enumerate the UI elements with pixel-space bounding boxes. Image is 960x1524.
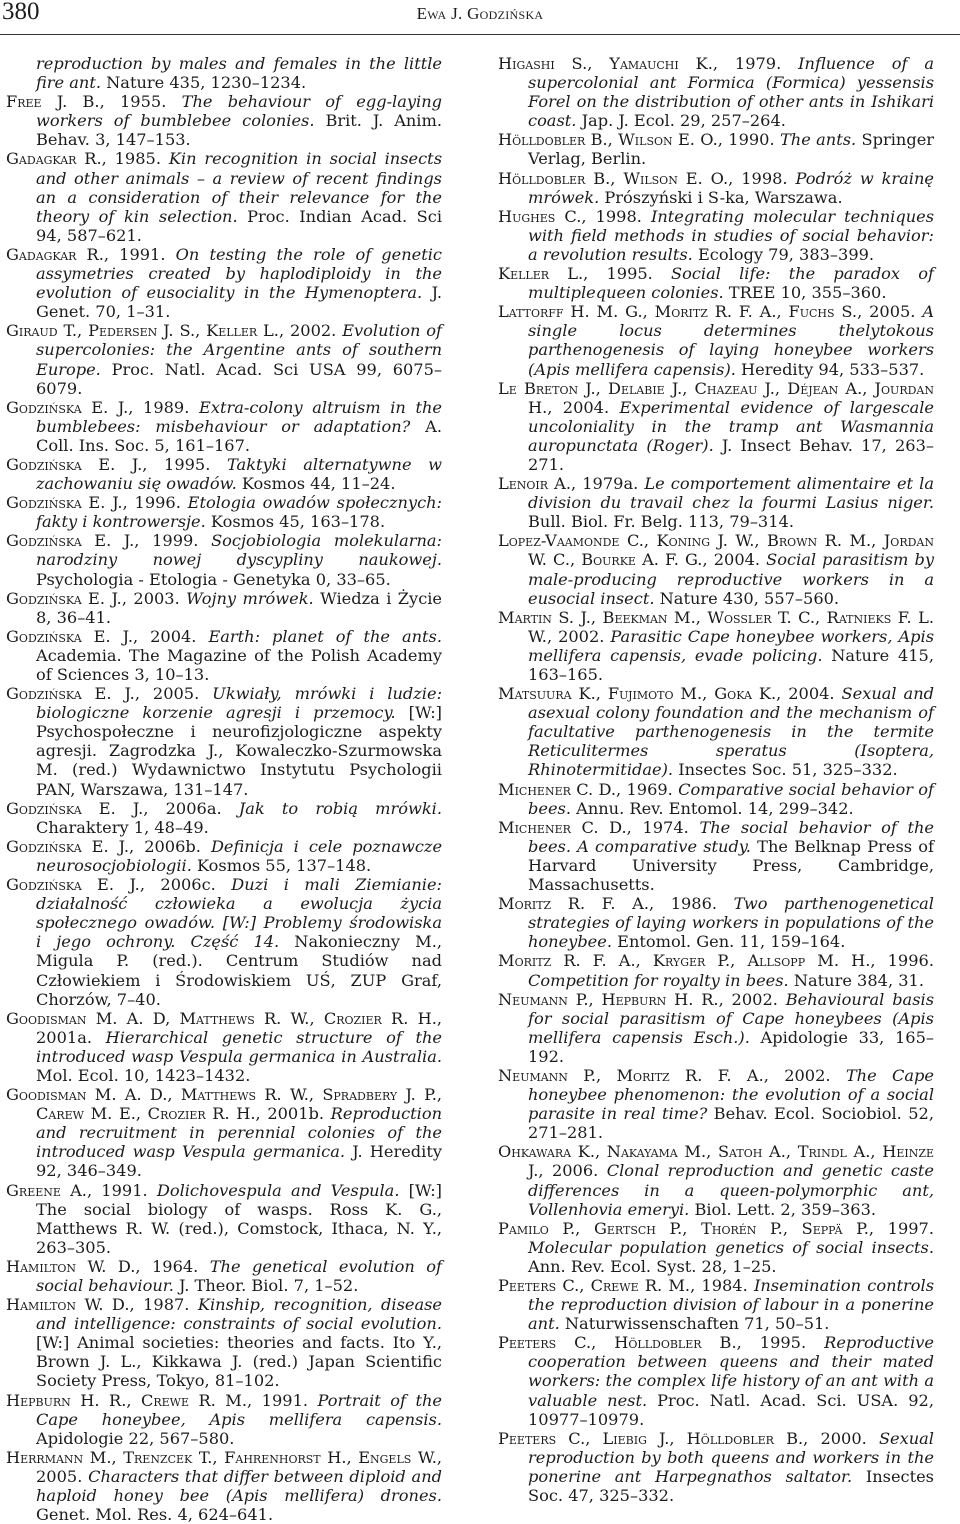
reference-entry [498, 302, 934, 378]
reference-year: , 2005. [36, 1447, 442, 1486]
reference-year: , 2003. [121, 588, 187, 608]
reference-title: Le comportement alimentaire et la division du travail chez la fourmi Lasius niger. [528, 474, 934, 513]
reference-source: Apidologie 22, 567–580. [36, 1428, 235, 1448]
reference-source: Behav. Ecol. Sociobiol. 52, 271–281. [528, 1104, 934, 1143]
reference-year: , 2002. [278, 321, 343, 341]
left-reference-column [6, 54, 442, 1524]
reference-title: Social life: the paradox of multiplequeen colonies. [528, 264, 934, 303]
reference-year: , 2004. [702, 550, 767, 570]
reference-source: Annu. Rev. Entomol. 14, 299–342. [570, 798, 854, 818]
reference-entry [6, 1009, 442, 1085]
reference-year: , 2001a. [36, 1008, 442, 1047]
reference-entry [498, 1219, 934, 1276]
reference-authors: Neumann P., Moritz R. F. A. [498, 1065, 764, 1085]
reference-title: Molecular population genetics of social insects. [528, 1237, 934, 1257]
reference-authors: Hughes C. [498, 206, 582, 226]
reference-authors: Giraud T., Pedersen J. S., Keller L. [6, 321, 279, 341]
reference-authors: Moritz R. F. A., Kryger P., Allsopp M. H. [498, 951, 871, 971]
reference-source: Biol. Lett. 2, 359–363. [689, 1199, 877, 1219]
reference-title: Social parasitism by male-producing reproductive workers in a eusocial insect. [528, 550, 935, 608]
reference-year: , 1991. [86, 1180, 157, 1200]
reference-entry [6, 1181, 442, 1257]
reference-title: Parasitic Cape honeybee workers, Apis mellifera capensis, evade policing. [528, 626, 934, 665]
reference-source: Prószyński i S-ka, Warszawa. [599, 187, 843, 207]
reference-authors: Lopez-Vaamonde C., Koning J. W., Brown R. M., Jordan W. C., Bourke A. F. G. [498, 531, 934, 570]
reference-year: , 1991. [103, 244, 176, 264]
reference-source: J. Insect Behav. 17, 263–271. [528, 435, 934, 474]
reference-entry [6, 245, 442, 321]
reference-entry [498, 207, 934, 264]
reference-source: Psychologia - Etologia - Genetyka 0, 33–65. [36, 569, 391, 589]
reference-source: Kosmos 45, 163–178. [205, 512, 386, 532]
reference-title: On testing the role of genetic assymetries created by haplodiploidy in the evolution of eusociality in the Hymenoptera. [36, 244, 443, 303]
reference-year: , 1955. [99, 92, 182, 112]
reference-entry [6, 321, 442, 397]
reference-entry [6, 684, 442, 799]
reference-title: Competition for royalty in bees. [528, 970, 789, 990]
reference-year: , 1964. [135, 1256, 210, 1276]
reference-source: Brit. J. Anim. Behav. 3, 147–153. [36, 111, 442, 150]
reference-title: Reproductive cooperation between queens and their mated workers: the complex life history of an ant with a valuable nest. [528, 1333, 934, 1410]
reference-entry [6, 92, 442, 149]
reference-source: Proc. Indian Acad. Sci 94, 587–621. [36, 206, 442, 245]
reference-authors: Ohkawara K., Nakayama M., Satoh A., Trindl A., Heinze J. [498, 1142, 934, 1181]
reference-title: Characters that differ between diploid and haploid honey bee (Apis mellifera) drones. [36, 1466, 442, 1506]
reference-entry [498, 169, 934, 207]
reference-source: Springer Verlag, Berlin. [528, 130, 935, 169]
reference-title: A single locus determines thelytokous parthenogenesis of laying honeybee workers (Apis mellifera capensis). [528, 302, 935, 379]
reference-authors: Gadagkar R. [6, 149, 102, 169]
reference-entry [498, 531, 934, 607]
reference-source: Academia. The Magazine of the Polish Academy of Sciences 3, 10–13. [36, 645, 442, 684]
reference-title: Kinship, recognition, disease and intelligence: constraints of social evolution. [36, 1295, 442, 1334]
reference-entry [6, 493, 442, 531]
reference-authors: Godzińska E. J. [6, 626, 133, 646]
reference-title: Dolichovespula and Vespula. [156, 1180, 400, 1200]
reference-source: Bull. Biol. Fr. Belg. 113, 79–314. [528, 512, 794, 532]
reference-authors: Goodisman M. A. D., Matthews R. W., Spradbery J. P., Carew M. E., Crozier R. H. [6, 1085, 442, 1124]
reference-title: Evolution of supercolonies: the Argentine ants of southern Europe. [36, 321, 443, 379]
reference-title: Reproduction and recruitment in perennial colonies of the introduced wasp Vespula germanica. [36, 1104, 442, 1162]
reference-title: The ants. [779, 130, 857, 150]
reference-year: , 1995. [583, 264, 672, 284]
reference-year: , 1996. [870, 951, 934, 971]
reference-authors: Moritz R. F. A. [498, 894, 649, 914]
reference-authors: Godzińska E. J. [6, 454, 143, 474]
reference-year: , 2006c. [139, 875, 232, 895]
reference-entry [498, 780, 934, 818]
reference-source: TREE 10, 355–360. [723, 283, 887, 303]
reference-year: , 1979. [712, 54, 799, 73]
reference-title: Earth: planet of the ants. [208, 626, 443, 646]
reference-year: , 2001b. [255, 1104, 331, 1124]
page-header [0, 0, 960, 34]
reference-entry [6, 1257, 442, 1295]
right-reference-column [498, 54, 934, 1505]
reference-entry [498, 54, 934, 130]
reference-authors: Godzińska E. J. [6, 493, 123, 513]
reference-source: The Belknap Press of Harvard University Press, Cambridge, Massachusetts. [528, 836, 934, 895]
reference-title: Comparative social behavior of bees. [528, 779, 935, 818]
reference-year: , 2000. [803, 1428, 879, 1448]
reference-authors: Godzińska E. J. [6, 588, 122, 608]
reference-year: , 2006a. [143, 798, 239, 818]
reference-authors: Gadagkar R. [6, 244, 104, 264]
reference-year: , 1996. [122, 493, 188, 513]
reference-source: Kosmos 44, 11–24. [236, 474, 396, 494]
reference-title: Clonal reproduction and genetic caste differences in a queen-polymorphic ant, Vollenhovia emeryi. [528, 1161, 935, 1219]
reference-authors: Hamilton W. D. [6, 1256, 136, 1276]
reference-entry [6, 398, 442, 455]
reference-source: Heredity 94, 533–537. [735, 359, 925, 379]
reference-title: Ukwiały, mrówki i ludzie: biologiczne korzenie agresji i przemocy. [36, 684, 443, 723]
reference-year: , 2002. [546, 626, 611, 646]
reference-entry [498, 1066, 934, 1142]
reference-year: , 1986. [648, 894, 734, 914]
reference-authors: Herrmann M., Trenzcek T., Fahrenhorst H., Engels W. [6, 1447, 437, 1467]
reference-entry [498, 951, 934, 989]
reference-entry [6, 1085, 442, 1180]
reference-year: , 1974. [626, 817, 700, 837]
reference-entry [6, 589, 442, 627]
reference-title: Etologia owadów społecznych: fakty i kontrowersje. [36, 493, 443, 532]
reference-authors: Pamilo P., Gertsch P., Thorén P., Seppä P. [498, 1218, 869, 1238]
reference-authors: Lattorff H. M. G., Moritz R. F. A., Fuchs S. [498, 302, 858, 322]
reference-source: Genet. Mol. Res. 4, 624–641. [36, 1505, 274, 1524]
reference-year: , 1991. [247, 1390, 318, 1410]
reference-entry [6, 875, 442, 1009]
reference-title: Wojny mrówek. [186, 588, 314, 608]
reference-source: Proc. Natl. Acad. Sci. USA. 92, 10977–10979. [528, 1390, 934, 1429]
reference-entry [498, 894, 934, 951]
reference-entry [498, 474, 934, 531]
reference-title: Podróż w krainę mrówek. [528, 168, 934, 207]
reference-year: , 2004. [776, 684, 842, 704]
reference-year: , 2002. [718, 989, 786, 1009]
reference-title: Taktyki alternatywne w zachowaniu się owadów. [36, 454, 443, 494]
reference-source: J. Genet. 70, 1–31. [36, 283, 442, 322]
reference-title: Behavioural basis for social parasitism of Cape honeybees (Apis mellifera capensis Esch.). [528, 989, 935, 1047]
reference-authors: Hölldobler B., Wilson E. O. [498, 168, 729, 188]
reference-title: The genetical evolution of social behaviour. [36, 1256, 442, 1295]
reference-source: Ecology 79, 383–399. [692, 244, 875, 264]
reference-entry [6, 149, 442, 244]
reference-title: Jak to robią mrówki. [238, 798, 442, 818]
reference-source: Charaktery 1, 48–49. [36, 817, 209, 837]
reference-authors: Godzińska E. J. [6, 875, 140, 895]
reference-source: J. Theor. Biol. 7, 1–52. [173, 1276, 359, 1295]
reference-title: Hierarchical genetic structure of the introduced wasp Vespula germanica in Australia. [36, 1027, 442, 1066]
reference-entry [498, 1333, 934, 1428]
reference-year: , 2006. [538, 1161, 607, 1181]
reference-entry [498, 684, 934, 779]
reference-entry [498, 264, 934, 302]
reference-authors: Godzińska E. J. [6, 836, 130, 856]
reference-year: , 2005. [857, 302, 923, 322]
reference-title: Kin recognition in social insects and other animals – a review of recent findings an a consideration of their relevance for the theory of kin selection. [36, 149, 442, 226]
reference-authors: Keller L. [498, 264, 584, 284]
reference-year: , 1995. [736, 1333, 825, 1353]
reference-entry [6, 531, 442, 588]
reference-year: , 1990. [717, 130, 780, 150]
reference-entry [6, 627, 442, 684]
reference-title: Portrait of the Cape honeybee, Apis mellifera capensis. [36, 1390, 443, 1429]
reference-title: The social behavior of the bees. A comparative study. [528, 817, 934, 856]
reference-source: Nature 430, 557–560. [654, 588, 840, 608]
reference-authors: Hepburn H. R., Crewe R. M. [6, 1390, 248, 1410]
reference-year: , 1998. [728, 168, 796, 188]
reference-year: , 2002. [763, 1065, 846, 1085]
reference-entry [498, 379, 934, 474]
reference-authors: Neumann P., Hepburn H. R. [498, 989, 719, 1009]
reference-authors: Matsuura K., Fujimoto M., Goka K. [498, 684, 777, 704]
reference-source: Nakonieczny M., Migula P. (red.). Centrum Studiów nad Człowiekiem i Środowiskiem UŚ, ZUP Graf, Chorzów, 7–40. [36, 932, 442, 1009]
reference-year: , 2005. [134, 684, 213, 704]
reference-authors: Le Breton J., Delabie J., Chazeau J., Déjean A., Jourdan H. [498, 378, 934, 417]
reference-entry [498, 990, 934, 1066]
reference-authors: Higashi S., Yamauchi K. [498, 54, 713, 73]
reference-entry [498, 1429, 934, 1505]
reference-title: Integrating molecular techniques with field methods in studies of social behavior: a revolution results. [528, 206, 935, 264]
reference-year: , 2004. [132, 626, 209, 646]
reference-authors: Michener C. D. [498, 779, 617, 799]
reference-source: Insectes Soc. 51, 325–332. [673, 760, 898, 780]
reference-authors: Godzińska E. J. [6, 684, 135, 704]
reference-entry [6, 54, 442, 92]
reference-title: Definicja i cele poznawcze neurosocjobiologii. [36, 836, 443, 875]
reference-source: J. Heredity 92, 346–349. [36, 1142, 442, 1181]
reference-year: , 1997. [868, 1218, 934, 1238]
reference-year: , 1995. [142, 454, 228, 474]
reference-authors: Hamilton W. D. [6, 1295, 130, 1315]
reference-year: , 1984. [690, 1276, 754, 1295]
reference-authors: Godzińska E. J. [6, 798, 144, 818]
reference-year: , 1998. [581, 206, 651, 226]
reference-entry [498, 608, 934, 684]
reference-title: The behaviour of egg-laying workers of bumblebee colonies. [36, 92, 442, 131]
reference-authors: Martin S. J., Beekman M., Wossler T. C., Ratnieks F. L. W. [498, 607, 934, 646]
reference-authors: Peeters C., Crewe R. M. [498, 1276, 691, 1295]
reference-year: , 1979a. [571, 474, 645, 494]
reference-source: Nature 435, 1230–1234. [101, 73, 307, 93]
reference-entry [6, 799, 442, 837]
reference-entry [6, 1391, 442, 1448]
reference-authors: Greene A. [6, 1180, 87, 1200]
reference-title: Two parthenogenetical strategies of laying workers in populations of the honeybee. [528, 894, 934, 952]
reference-title: Extra-colony altruism in the bumblebees: misbehaviour or adaptation? [36, 397, 442, 436]
reference-year: , 1969. [616, 779, 679, 799]
reference-authors: Peeters C., Hölldobler B. [498, 1333, 737, 1353]
reference-entry [498, 818, 934, 894]
reference-authors: Michener C. D. [498, 817, 627, 837]
reference-authors: Godzińska E. J. [6, 531, 135, 551]
reference-source: Entomol. Gen. 11, 159–164. [612, 932, 846, 952]
reference-source: Kosmos 55, 137–148. [191, 855, 372, 875]
reference-year: , 1987. [129, 1295, 198, 1315]
reference-source: Insectes Soc. 47, 325–332. [528, 1466, 934, 1506]
reference-title: Influence of a supercolonial ant Formica (Formica) yessensis Forel on the distribution of other ants in Ishikari coast. [528, 54, 935, 131]
reference-source: Apidologie 33, 165–192. [528, 1027, 934, 1066]
reference-source: Nature 415, 163–165. [528, 645, 934, 684]
reference-entry [498, 1276, 934, 1333]
running-head: Ewa J. Godzińska [416, 4, 544, 23]
reference-title: Socjobiologia molekularna: narodziny nowej dyscypliny naukowej. [36, 531, 442, 570]
reference-source: Proc. Natl. Acad. Sci USA 99, 6075–6079. [36, 359, 442, 398]
reference-source: Naturwissenschaften 71, 50–51. [559, 1314, 830, 1334]
reference-authors: Goodisman M. A. D, Matthews R. W., Crozier R. H. [6, 1008, 437, 1028]
reference-authors: Peeters C., Liebig J., Hölldobler B. [498, 1428, 804, 1448]
reference-year: , 2006b. [129, 836, 211, 856]
reference-entry [6, 1448, 442, 1524]
reference-year: , 1985. [101, 149, 169, 169]
reference-source: Wiedza i Życie 8, 36–41. [36, 588, 443, 627]
reference-title: Duzi i mali Ziemianie: działalność człowieka a ewolucja życia społecznego owadów. [W:] Problemy środowiska i jego ochrony. Część 14. [36, 875, 442, 952]
reference-source: Ann. Rev. Ecol. Syst. 28, 1–25. [528, 1256, 777, 1276]
reference-title: Insemination controls the reproduction division of labour in a ponerine ant. [528, 1276, 934, 1334]
reference-title: Sexual reproduction by both queens and workers in the ponerine ant Harpegnathos saltator. [528, 1428, 934, 1486]
reference-authors: Lenoir A. [498, 474, 571, 494]
reference-authors: Godzińska E. J. [6, 397, 129, 417]
reference-source: Jap. J. Ecol. 29, 257–264. [576, 111, 786, 131]
reference-source: Nature 384, 31. [788, 970, 924, 990]
reference-entry [498, 130, 934, 168]
page-number: 380 [2, 0, 40, 25]
reference-authors: Hölldobler B., Wilson E. O. [498, 130, 718, 150]
reference-source: A. Coll. Ins. Soc. 5, 161–167. [36, 416, 442, 455]
reference-source: [W:] Psychospołeczne i neurofizjologiczne aspekty agresji. Zagrodzka J., Kowaleczko-Szurmowska M. (red.) Wydawnictwo Instytutu Psychologii PAN, Warszawa, 131–147. [36, 703, 442, 799]
reference-title: reproduction by males and females in the little fire ant. [36, 54, 442, 93]
reference-title: The Cape honeybee phenomenon: the evolution of a social parasite in real time? [528, 1065, 934, 1124]
header-rule [0, 34, 960, 35]
reference-source: Mol. Ecol. 10, 1423–1432. [36, 1065, 251, 1085]
reference-year: , 1999. [134, 531, 212, 551]
reference-title: Experimental evidence of largescale uncoloniality in the tramp ant Wasmannia auropunctata (Roger). [528, 397, 934, 455]
reference-authors: Free J. B. [6, 92, 100, 112]
reference-entry [6, 1295, 442, 1390]
reference-source: [W:] Animal societies: theories and facts. Ito Y., Brown J. L., Kikkawa J. (red.) Japan Scientific Society Press, Tokyo, 81–102. [36, 1333, 442, 1391]
reference-year: , 2004. [547, 397, 620, 417]
reference-source: [W:] The social biology of wasps. Ross K. G., Matthews R. W. (red.), Comstock, Ithaca, N. Y., 263–305. [36, 1180, 442, 1257]
reference-entry [6, 455, 442, 493]
reference-entry [498, 1142, 934, 1218]
reference-year: , 1989. [128, 397, 200, 417]
reference-title: Sexual and asexual colony foundation and the mechanism of facultative parthenogenesis in the termite Reticulitermes speratus (Isoptera, Rhinotermitidae). [528, 684, 934, 780]
reference-entry [6, 837, 442, 875]
